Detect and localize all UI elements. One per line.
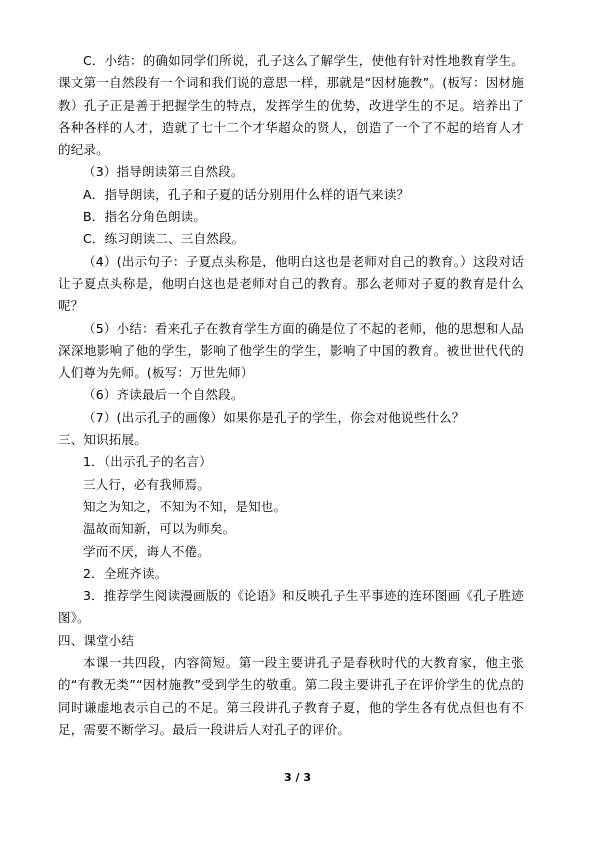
page-number: 3 / 3 bbox=[284, 771, 311, 784]
section-4-heading: 四、课堂小结 bbox=[58, 632, 135, 648]
quote-2: 知之为知之，不知为不知，是知也。 bbox=[83, 498, 287, 514]
document-body bbox=[58, 50, 524, 741]
section-3-item-1: 1．（出示孔子的名言） bbox=[83, 454, 212, 470]
summary-paragraph-c: C．小结：的确如同学们所说，孔子这么了解学生，使他有针对性地教育学生。课文第一自然段有一个词和我们说的意思一样，那就是“因材施教”。(板写：因材施教）孔子正是善于把握学生的特点，发挥学生的优势，改进学生的不足。培养出了各种各样的人才，造就了七十二个才华超众的贤人，创造了一个了不起的培育人才的纪录。 bbox=[58, 53, 524, 158]
lesson-summary-paragraph: 本课一共四段，内容简短。第一段主要讲孔子是春秋时代的大教育家，他主张的“有教无类”“因材施教”受到学生的敬重。第二段主要讲孔子在评价学生的优点的同时谦虚地表示自己的不足。第三段讲孔子教育子夏，他的学生各有优点但也有不足，需要不断学习。最后一段讲后人对孔子的评价。 bbox=[58, 655, 524, 737]
step-3-item-c: C．练习朗读二、三自然段。 bbox=[83, 231, 245, 247]
quote-3: 温故而知新，可以为师矣。 bbox=[83, 521, 236, 537]
section-3-heading: 三、知识拓展。 bbox=[58, 432, 147, 448]
quote-4: 学而不厌，诲人不倦。 bbox=[83, 543, 211, 559]
step-3-item-a: A．指导朗读，孔子和子夏的话分别用什么样的语气来读？ bbox=[83, 186, 410, 202]
step-6-paragraph: （6）齐读最后一个自然段。 bbox=[83, 387, 244, 403]
step-5-summary: （5）小结：看来孔子在教育学生方面的确是位了不起的老师，他的思想和人品深深地影响了他的学生，影响了他学生的学生，影响了中国的教育。被世世代代的人们尊为先师。(板写：万世先师） bbox=[58, 320, 524, 381]
step-4-paragraph: （4）(出示句子：子夏点头称是，他明白这也是老师对自己的教育。）这段对话让子夏点头称是，他明白这也是老师对自己的教育。那么老师对子夏的教育是什么呢？ bbox=[58, 253, 524, 314]
step-3-guided-reading: （3）指导朗读第三自然段。 bbox=[83, 164, 244, 180]
section-3-item-3: 3．推荐学生阅读漫画版的《论语》和反映孔子生平事迹的连环图画《孔子胜迹图》。 bbox=[58, 588, 524, 626]
step-3-item-b: B．指名分角色朗读。 bbox=[83, 209, 207, 225]
section-3-item-2: 2．全班齐读。 bbox=[83, 565, 168, 581]
quote-1: 三人行，必有我师焉。 bbox=[83, 476, 211, 492]
step-7-paragraph: （7）(出示孔子的画像）如果你是孔子的学生，你会对他说些什么？ bbox=[83, 409, 465, 425]
